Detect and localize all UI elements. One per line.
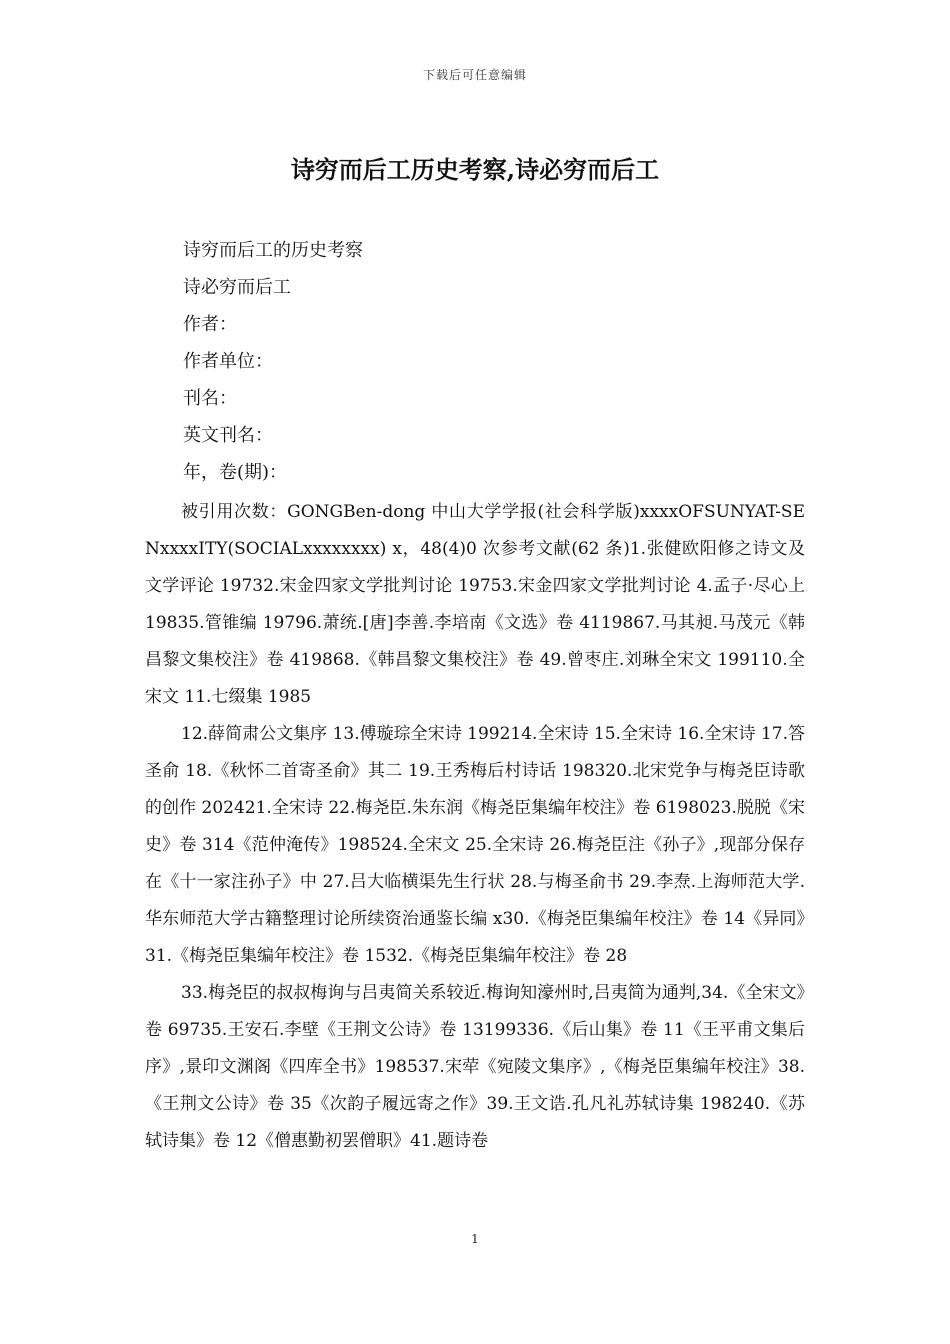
page-number: 1 — [471, 1232, 479, 1246]
meta-line-volume-issue: 年，卷(期)： — [183, 462, 288, 483]
body-paragraph: 被引用次数：GONGBen-dong 中山大学学报(社会科学版)xxxxOFSUNYAT-SENxxxxITY(SOCIALxxxxxxxx) x，48(4)0 次参考文献(62 条)1.张健欧阳修之诗文及文学评论 19732.宋金四家文学批判讨论 19753.宋金四家文学批判讨论 4.孟子·尽心上 19835.管锥编 19796.萧统.[唐]李善.李培南《文选》卷 4119867.马其昶.马茂元《韩昌黎文集校注》卷 419868.《韩昌黎文集校注》卷 49.曾枣庄.刘琳全宋文 199110.全宋文 11.七缀集 1985 — [145, 502, 805, 707]
meta-line-article-title: 诗穷而后工的历史考察 — [183, 240, 363, 261]
meta-line-journal: 刊名： — [183, 388, 237, 409]
document-title: 诗穷而后工历史考察,诗必穷而后工 — [290, 155, 660, 184]
body-paragraph: 12.薛简肃公文集序 13.傅璇琮全宋诗 199214.全宋诗 15.全宋诗 16.全宋诗 17.答圣俞 18.《秋怀二首寄圣俞》其二 19.王秀梅后村诗话 198320.北宋党争与梅尧臣诗歌的创作 202421.全宋诗 22.梅尧臣.朱东润《梅尧臣集编年校注》卷 6198023.脱脱《宋史》卷 314《范仲淹传》198524.全宋文 25.全宋诗 26.梅尧臣注《孙子》,现部分保存在《十一家注孙子》中 27.吕大临横渠先生行状 28.与梅圣俞书 29.李焘.上海师范大学.华东师范大学古籍整理讨论所续资治通鉴长编 x30.《梅尧臣集编年校注》卷 14《异同》31.《梅尧臣集编年校注》卷 1532.《梅尧臣集编年校注》卷 28 — [145, 724, 805, 966]
meta-line-journal-english: 英文刊名： — [183, 425, 273, 446]
meta-line-affiliation: 作者单位： — [183, 351, 273, 372]
meta-block — [183, 232, 803, 491]
meta-line-subtitle: 诗必穷而后工 — [183, 277, 291, 298]
meta-line-author: 作者： — [183, 314, 237, 335]
body-text — [145, 494, 805, 1160]
header-note: 下载后可任意编辑 — [422, 68, 527, 82]
body-paragraph: 33.梅尧臣的叔叔梅询与吕夷简关系较近.梅询知濠州时,吕夷简为通判,34.《全宋文》卷 69735.王安石.李壁《王荆文公诗》卷 13199336.《后山集》卷 11《王平甫文集后序》,景印文渊阁《四库全书》198537.宋荦《宛陵文集序》,《梅尧臣集编年校注》38.《王荆文公诗》卷 35《次韵子履远寄之作》39.王文诰.孔凡礼苏轼诗集 198240.《苏轼诗集》卷 12《僧惠勤初罢僧职》41.题诗卷 — [145, 983, 805, 1151]
